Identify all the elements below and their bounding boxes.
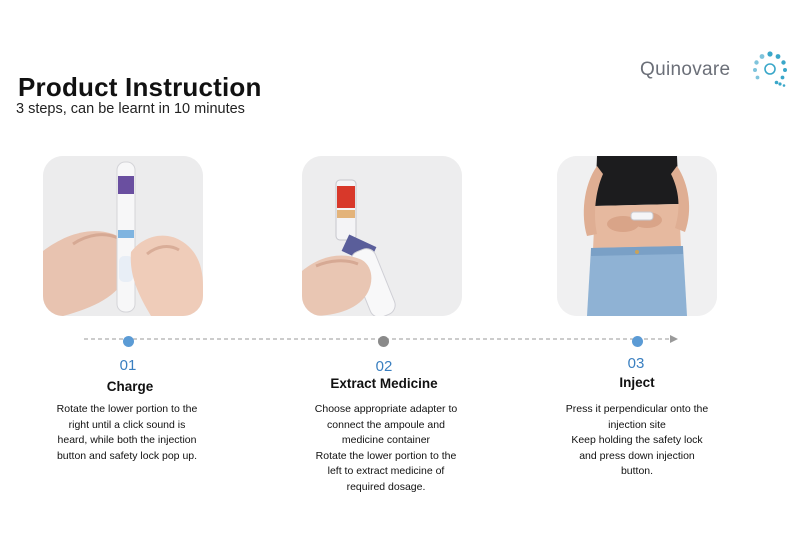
step-3-desc-line: injection site [608,418,666,431]
step-3-photo [557,156,717,316]
step-2-description [276,402,496,495]
step-2-desc-line: left to extract medicine of [327,465,445,477]
hand-extract-illustration [302,156,462,316]
step-1-desc-line: right until a click sound is [68,418,186,431]
step-3-desc-line: Press it perpendicular onto the [565,403,709,415]
step-2-title: Extract Medicine [330,376,438,391]
step-2-number: 02 [375,358,393,375]
hands-injector-illustration [43,156,203,316]
step-3-description [527,402,747,480]
step-1-dot [123,336,134,347]
step-2-desc-line: connect the ampoule and [327,418,445,431]
step-2-desc-line: Choose appropriate adapter to [314,403,458,415]
page-subtitle: 3 steps, can be learnt in 10 minutes [16,101,245,117]
step-3-desc-line: and press down injection [579,449,695,462]
brand-logo [640,50,790,90]
step-2-desc-line: required dosage. [346,480,426,493]
abdomen-injection-illustration [557,156,717,316]
step-1-desc-line: Rotate the lower portion to the [56,403,198,415]
page-title: Product Instruction [18,72,262,102]
step-2-photo [302,156,462,316]
step-1-title: Charge [106,379,154,394]
step-3-title: Inject [619,375,655,390]
step-3-desc-line: Keep holding the safety lock [571,434,703,446]
logo-text: Quinovare [640,59,731,80]
step-2-desc-line: medicine container [341,434,431,446]
step-2-dot [378,336,389,347]
step-2-desc-line: Rotate the lower portion to the [315,449,457,462]
step-3-dot [632,336,643,347]
step-1-photo [43,156,203,316]
step-3-number: 03 [627,355,645,372]
step-1-desc-line: button and safety lock pop up. [56,449,198,462]
step-3-desc-line: button. [620,465,654,477]
step-1-number: 01 [119,357,137,374]
logo-dots-icon [751,50,789,88]
step-1-description [17,402,237,464]
step-1-desc-line: heard, while both the injection [57,434,197,446]
